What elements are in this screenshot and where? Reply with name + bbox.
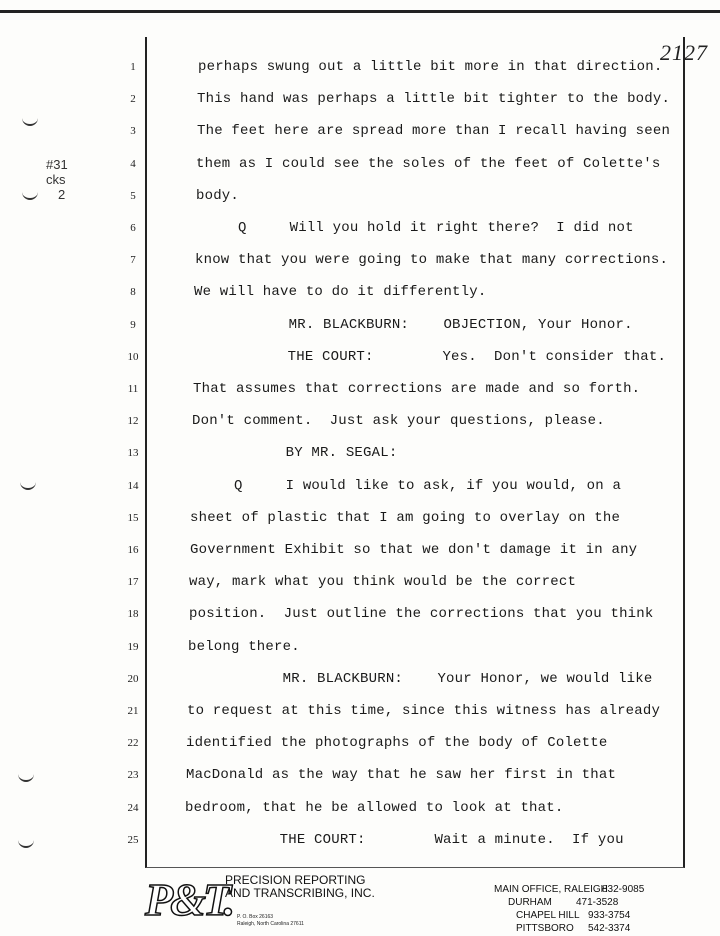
office-row	[494, 922, 644, 935]
transcript-line: to request at this time, since this witness has already	[187, 703, 661, 719]
transcript-line: BY MR. SEGAL:	[191, 445, 398, 461]
office-row	[494, 896, 644, 909]
line-number: 1	[130, 61, 136, 73]
punch-hole-mark	[18, 838, 34, 848]
margin-note-line: cks	[46, 172, 66, 187]
line-number: 7	[130, 254, 136, 266]
office-city: MAIN OFFICE, RALEIGH	[494, 884, 608, 895]
line-number: 9	[130, 319, 136, 331]
line-number: 2	[130, 93, 136, 105]
transcript-line: identified the photographs of the body of Colette	[186, 735, 608, 751]
transcript-line: sheet of plastic that I am going to overlay on the	[190, 510, 621, 526]
office-row	[494, 909, 644, 922]
line-number: 18	[127, 608, 139, 620]
line-number: 6	[130, 222, 136, 234]
line-number: 13	[127, 447, 139, 459]
transcript-line: perhaps swung out a little bit more in that direction.	[198, 59, 663, 75]
transcript-line: bedroom, that he be allowed to look at that.	[185, 800, 564, 816]
transcript-line: Q Will you hold it right there? I did not	[195, 220, 634, 236]
company-name-line: PRECISION REPORTING	[225, 873, 366, 887]
transcript-line: We will have to do it differently.	[194, 284, 487, 300]
office-list	[494, 883, 644, 935]
office-row	[494, 883, 644, 896]
transcript-line: MacDonald as the way that he saw her first in that	[186, 767, 617, 783]
line-number: 15	[127, 512, 139, 524]
company-address	[237, 914, 304, 928]
line-number: 24	[127, 802, 139, 814]
company-logo: P&T.	[145, 874, 233, 925]
line-number: 12	[127, 415, 139, 427]
address-line: Raleigh, North Carolina 27611	[237, 921, 304, 927]
transcript-line: Q I would like to ask, if you would, on a	[191, 478, 622, 494]
page-number: 2127	[660, 40, 708, 65]
transcript-line: This hand was perhaps a little bit tighter to the body.	[197, 91, 671, 107]
line-number: 21	[127, 705, 139, 717]
company-name	[225, 874, 375, 900]
office-phone: 832-9085	[602, 884, 645, 895]
address-line: P. O. Box 26163	[237, 914, 274, 920]
transcript-line: MR. BLACKBURN: Your Honor, we would like	[188, 671, 653, 687]
transcript-line: MR. BLACKBURN: OBJECTION, Your Honor.	[194, 317, 633, 333]
transcript-line: Government Exhibit so that we don't damage it in any	[190, 542, 638, 558]
office-phone: 542-3374	[588, 923, 631, 934]
line-number: 8	[130, 286, 136, 298]
margin-note	[46, 157, 68, 202]
office-phone: 933-3754	[588, 910, 631, 921]
punch-hole-mark	[20, 480, 36, 490]
top-rule	[0, 10, 720, 13]
line-number: 14	[127, 480, 139, 492]
transcript-line: THE COURT: Wait a minute. If you	[185, 832, 624, 848]
line-number: 4	[130, 158, 136, 170]
line-number: 22	[127, 737, 139, 749]
transcript-line: position. Just outline the corrections that you think	[189, 606, 654, 622]
transcript-line: Don't comment. Just ask your questions, please.	[192, 413, 605, 429]
line-number: 3	[130, 125, 136, 137]
transcript-line: The feet here are spread more than I recall having seen	[197, 123, 671, 139]
line-number: 17	[127, 576, 139, 588]
punch-hole-mark	[22, 116, 38, 126]
line-number: 5	[130, 190, 136, 202]
line-number: 19	[127, 641, 139, 653]
punch-hole-mark	[22, 190, 38, 200]
office-city: PITTSBORO	[516, 923, 574, 934]
company-name-line: AND TRANSCRIBING, INC.	[225, 886, 375, 900]
transcript-line: know that you were going to make that many corrections.	[195, 252, 669, 268]
line-number: 23	[127, 769, 139, 781]
line-number: 10	[127, 351, 139, 363]
transcript-line: body.	[196, 188, 240, 204]
transcript-line: way, mark what you think would be the correct	[189, 574, 577, 590]
office-city: DURHAM	[508, 897, 552, 908]
punch-hole-mark	[18, 772, 34, 782]
transcript-line: belong there.	[188, 639, 300, 655]
office-phone: 471-3528	[576, 897, 619, 908]
margin-note-line: 2	[58, 187, 66, 202]
transcript-line: THE COURT: Yes. Don't consider that.	[193, 349, 667, 365]
line-number: 25	[127, 834, 139, 846]
transcript-line: them as I could see the soles of the feet of Colette's	[196, 156, 661, 172]
margin-note-line: #31	[46, 157, 68, 172]
office-city: CHAPEL HILL	[516, 910, 580, 921]
transcript-line: That assumes that corrections are made and so forth.	[193, 381, 641, 397]
line-number: 16	[127, 544, 139, 556]
line-number: 11	[127, 383, 139, 395]
line-number: 20	[127, 673, 139, 685]
